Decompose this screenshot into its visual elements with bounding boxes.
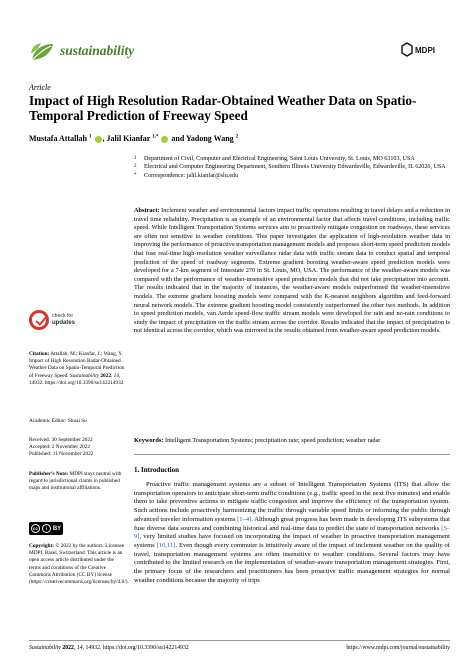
section-divider bbox=[134, 454, 450, 455]
section-heading: 1. Introduction bbox=[134, 466, 179, 474]
footer-volume: 14 bbox=[76, 645, 83, 651]
paragraph-text: . Although great progress has been made in developing ITS subsystems that fuse diverse data sources and combining historical and real-time data to predict the state of transportation networks bbox=[134, 515, 450, 532]
academic-editor bbox=[29, 418, 125, 425]
affiliation-text: Department of Civil, Computer and Electrical Engineering, Saint Louis University, St. Louis, MO 63103, USA bbox=[144, 156, 415, 162]
citation-doi[interactable]: , 14932. https://doi.org/10.3390/su142214932 bbox=[29, 372, 124, 386]
cc-icon: cc bbox=[32, 526, 38, 531]
check-for-updates-badge[interactable] bbox=[29, 310, 89, 338]
keywords bbox=[134, 437, 450, 446]
affiliation-item bbox=[134, 172, 454, 180]
affiliation-number: * bbox=[134, 172, 137, 178]
author-affil-sup: 2 bbox=[235, 134, 239, 140]
abstract bbox=[134, 207, 450, 336]
publisher-note-text: MDPI stays neutral with regard to jurisdictional claims in published maps and institutional affiliations. bbox=[29, 471, 122, 492]
editor-name: Shuai Su bbox=[67, 418, 87, 424]
correspondence-text[interactable]: Correspondence: jalil.kianfar@slu.edu bbox=[144, 172, 239, 179]
footer-journal: Sustainability bbox=[29, 645, 61, 651]
footer-divider bbox=[29, 640, 450, 641]
paragraph-text: , very limited studies have focused on incorporating the impact of weather in proactive transportation management systems bbox=[134, 533, 450, 550]
copyright-text: © 2022 by the authors. Licensee MDPI, Basel, Switzerland. This article is an open access article distributed under the terms and conditions of the Creative Commons Attribution (CC BY) license (https://creativecommons.org/licenses/by/4.0/). bbox=[29, 543, 129, 586]
author-affil-sup: 1,* bbox=[152, 134, 159, 140]
footer-journal-url[interactable]: https://www.mdpi.com/journal/sustainability bbox=[346, 645, 450, 651]
affiliation-item bbox=[134, 163, 454, 171]
mdpi-logo-text: MDPI bbox=[415, 46, 435, 55]
article-type: Article bbox=[29, 83, 51, 92]
article-title: Impact of High Resolution Radar-Obtained Weather Data on Spatio-Temporal Prediction of Freeway Speed bbox=[29, 93, 417, 123]
cc-badge-label: BY bbox=[52, 525, 62, 532]
affiliation-text: Electrical and Computer Engineering Department, Southern Illinois University Edwardsville, Edwardsville, IL 62026, USA bbox=[144, 164, 446, 171]
author-name[interactable]: Yadong Wang bbox=[186, 134, 234, 143]
journal-logo-icon bbox=[29, 41, 55, 63]
citation-volume: 14 bbox=[113, 372, 119, 379]
affiliation-number: 1 bbox=[134, 156, 137, 161]
footer-citation: Sustainability 2022, 14, 14932. https://doi.org/10.3390/su142214932 bbox=[29, 645, 189, 651]
reference-link[interactable]: [5–9] bbox=[134, 524, 450, 541]
publisher-note-label: Publisher’s Note: bbox=[29, 471, 69, 477]
introduction-body bbox=[134, 481, 450, 586]
attribution-icon: i bbox=[42, 524, 51, 533]
author-name[interactable]: Jalil Kianfar bbox=[106, 134, 151, 143]
paragraph-text: Proactive traffic management systems are a subset of Intelligent Transportation Systems (ITS) that allow the transportation operators to anticipate short-term traffic conditions (e.g., traffic speed in the next five minutes) and enable them to take preventive actions to mitigate traffic congestion and improve the efficiency of the transportation system. Such actions include proactively harmonizing the traffic through variable speed limits or informing the public through advanced traveler information systems bbox=[134, 481, 450, 523]
keywords-label: Keywords: bbox=[134, 437, 164, 444]
mdpi-logo-icon[interactable] bbox=[401, 41, 445, 59]
publication-dates bbox=[29, 437, 125, 459]
abstract-text: Inclement weather and environmental factors impact traffic operations resulting in travel delays and a reduction in travel time reliability. Precipitation is an example of an environmental factor that affects travel conditions, including traffic speed. While Intelligent Transportation Systems services aim to proactively mitigate congestion on roadways, these services are often not sensitive to weather conditions. This paper investigates the application of high-resolution weather data in improving the performance of proactive transportation management models and proposes short-term speed prediction models that fuse real-time high-resolution weather surveillance radar data with traffic stream data to conduct spatial and temporal prediction of the speed of roadway segments. Extreme gradient boosting weather-aware speed prediction models were developed for a 7-km segment of Interstate 270 in St. Louis, MO, USA. The performance of the weather-aware models was compared with the performance of weather-insensitive speed prediction models that did not take precipitation into account. The results indicated that in the majority of instances, the weather-aware models outperformed the weather-insensitive models. The extreme gradient boosting models were compared with the K-nearest neighbors algorithm and feed-forward neural network models. The extreme gradient boosting model consistently outperformed the other two methods. In addition to speed prediction models, van Aerde speed-flow traffic stream models were developed for rain and no-rain conditions to study the impact of precipitation on the traffic stream across the corridor. Results indicated that the impact of precipitation is not identical across the corridor, which was mirrored in the results obtained from weather-aware speed prediction models. bbox=[134, 207, 450, 335]
footer-year: 2022 bbox=[62, 645, 74, 651]
abstract-label: Abstract: bbox=[134, 207, 160, 214]
reference-link[interactable]: [1–4] bbox=[237, 515, 252, 523]
orcid-icon[interactable] bbox=[95, 136, 102, 143]
received-date: Received: 30 September 2022 bbox=[29, 437, 93, 443]
accepted-date: Accepted: 2 November 2022 bbox=[29, 444, 91, 451]
copyright-label: Copyright: bbox=[29, 543, 55, 549]
paragraph bbox=[134, 481, 450, 586]
copyright-block bbox=[29, 543, 129, 586]
author-separator: , bbox=[102, 134, 107, 143]
author-separator: and bbox=[169, 134, 186, 143]
keywords-text: Intelligent Transportation Systems; precipitation rate; speed prediction; weather radar bbox=[164, 437, 381, 444]
check-updates-label: check for updates bbox=[52, 313, 76, 326]
citation-text: Attallah, M.; Kianfar, J.; Wang, Y. Impact of High Resolution Radar-Obtained Weather Data on Spatio-Temporal Prediction of Freeway Speed. bbox=[29, 351, 125, 379]
orcid-icon[interactable] bbox=[161, 136, 168, 143]
citation-block: Citation: Attallah, M.; Kianfar, J.; Wang, Y. Impact of High Resolution Radar-Obtained Weather Data on Spatio-Temporal Prediction of Freeway Speed. Sustainability 2022, 14, 14932. https://doi.org/10.3390/su142214932 bbox=[29, 351, 125, 386]
page-footer bbox=[29, 645, 450, 651]
author-name[interactable]: Mustafa Attallah bbox=[29, 134, 87, 143]
citation-label: Citation: bbox=[29, 351, 50, 357]
citation-journal: Sustainability bbox=[69, 372, 100, 379]
published-date: Published: 11 November 2022 bbox=[29, 451, 94, 458]
citation-year: 2022 bbox=[100, 372, 111, 379]
reference-link[interactable]: [10,11] bbox=[156, 542, 176, 550]
publisher-note bbox=[29, 471, 125, 493]
affiliations bbox=[134, 155, 454, 180]
footer-doi[interactable]: , 14932. https://doi.org/10.3390/su142214932 bbox=[82, 645, 189, 651]
journal-name[interactable]: sustainability bbox=[60, 43, 135, 58]
author-list bbox=[29, 134, 238, 143]
editor-label: Academic Editor: bbox=[29, 418, 67, 424]
author-affil-sup: 1 bbox=[89, 134, 92, 140]
affiliation-item bbox=[134, 155, 454, 163]
paragraph-text: . Even though every commuter is intuitively aware of the impact of inclement weather on the quality of travel, transportation management systems are often insensitive to weather conditions. Several factors may have contributed to the limited research on the implementation of weather-aware transportation management strategies. First, the primary focus of the researchers and practitioners has been proactive traffic management strategies for normal weather conditions because the majority of trips bbox=[134, 542, 450, 584]
check-updates-icon bbox=[29, 310, 49, 330]
affiliation-number: 2 bbox=[134, 164, 137, 170]
cc-license-badge[interactable] bbox=[29, 522, 63, 535]
